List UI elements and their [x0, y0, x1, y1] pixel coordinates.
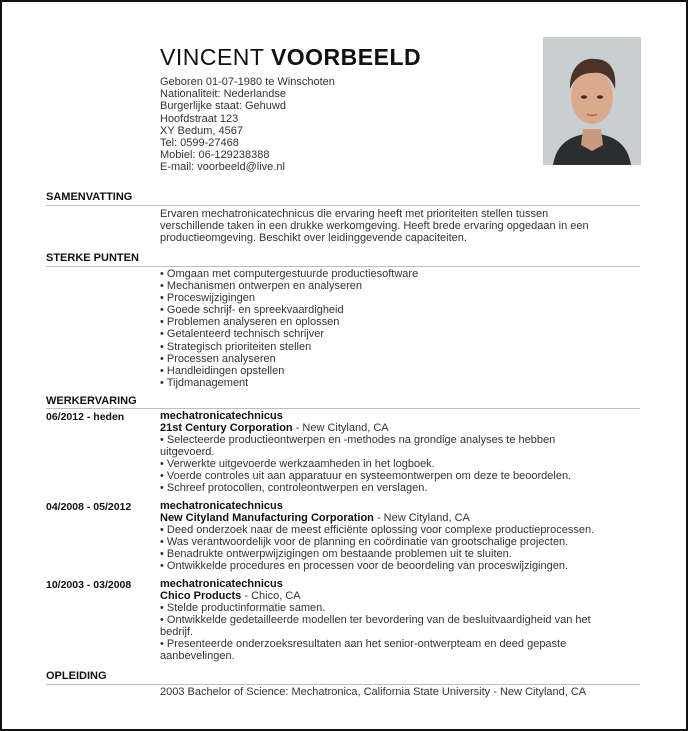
job-title: mechatronicatechnicus [160, 410, 283, 422]
strength-item: • Goede schrijf- en spreekvaardigheid [160, 304, 344, 317]
strength-item: • Strategisch prioriteiten stellen [160, 340, 312, 353]
candidate-name [160, 44, 421, 70]
experience-divider [46, 408, 640, 409]
job-entry [160, 500, 650, 572]
job-line: • Schreef protocollen, controleontwerpen en verslagen. [160, 482, 428, 494]
job-line: • Deed onderzoek naar de meest efficiënte oplossing voor complexe productieprocessen. [160, 524, 595, 536]
education-heading: OPLEIDING [46, 670, 107, 682]
job-title: mechatronicatechnicus [160, 578, 283, 590]
contact-email: E-mail: voorbeeld@live.nl [160, 161, 285, 174]
first-name: VINCENT [160, 44, 265, 70]
job-date: 04/2008 - 05/2012 [46, 501, 132, 513]
contact-street: Hoofdstraat 123 [160, 112, 239, 125]
summary-heading: SAMENVATTING [46, 191, 133, 203]
job-company: 21st Century Corporation [160, 422, 293, 434]
job-date: 10/2003 - 03/2008 [46, 579, 132, 591]
job-employer [160, 512, 650, 524]
job-line: • Ontwikkelde gedetailleerde modellen ter bevordering van de besluitvaardigheid van het [160, 614, 591, 626]
job-employer [160, 590, 650, 602]
resume-header [160, 44, 421, 174]
job-line: bedrijf. [160, 626, 194, 638]
summary-text [160, 208, 642, 245]
summary-line: verschillende taken in een drukke werkomgeving. Heeft brede ervaring opgedaan in een [160, 220, 589, 233]
job-employer [160, 422, 650, 434]
strength-item: • Tijdmanagement [160, 376, 249, 389]
job-location: - New Cityland, CA [373, 512, 470, 524]
strength-item: • Problemen analyseren en oplossen [160, 316, 340, 329]
contact-marital-status: Burgerlijke staat: Gehuwd [160, 100, 286, 113]
contact-nationality: Nationaliteit: Nederlandse [160, 88, 286, 101]
summary-line: productieomgeving. Beschikt over leidinggevende capaciteiten. [160, 232, 467, 245]
contact-birth: Geboren 01-07-1980 te Winschoten [160, 76, 335, 88]
job-line: • Benadrukte ontwerpwijzigingen om bestaande problemen uit te sluiten. [160, 548, 512, 560]
summary-line: Ervaren mechatronicatechnicus die ervaring heeft met prioriteiten stellen tussen [160, 208, 549, 220]
strength-item: • Processen analyseren [160, 352, 276, 365]
job-title: mechatronicatechnicus [160, 500, 283, 512]
profile-photo [543, 37, 641, 165]
job-company: Chico Products [160, 590, 242, 602]
job-entry [160, 578, 650, 662]
job-line: uitgevoerd. [160, 446, 215, 458]
strength-item: • Mechanismen ontwerpen en analyseren [160, 280, 362, 293]
job-location: - Chico, CA [241, 590, 301, 602]
strengths-list [160, 268, 642, 389]
job-line: • Stelde productinformatie samen. [160, 602, 326, 614]
education-line: 2003 Bachelor of Science: Mechatronica, California State University - New Cityland, CA [160, 686, 587, 698]
contact-phone: Tel: 0599-27468 [160, 137, 239, 150]
job-line: aanbevelingen. [160, 650, 235, 662]
job-line: • Ontwikkelde procedures en processen voor de beoordeling van proceswijzigingen. [160, 560, 569, 572]
strengths-heading: STERKE PUNTEN [46, 252, 139, 264]
strength-item: • Omgaan met computergestuurde productiesoftware [160, 268, 419, 280]
contact-mobile: Mobiel: 06-129238388 [160, 149, 270, 162]
experience-heading: WERKERVARING [46, 395, 137, 407]
job-company: New Cityland Manufacturing Corporation [160, 512, 374, 524]
job-line: • Verwerkte uitgevoerde werkzaamheden in het logboek. [160, 458, 435, 470]
strength-item: • Handleidingen opstellen [160, 364, 285, 377]
strength-item: • Proceswijzigingen [160, 292, 255, 305]
education-divider [46, 684, 640, 685]
job-line: • Presenteerde onderzoeksresultaten aan het senior-ontwerpteam en deed gepaste [160, 638, 567, 650]
contact-city: XY Bedum, 4567 [160, 124, 243, 137]
job-line: • Voerde controles uit aan apparatuur en systeemontwerpen om deze te beoordelen. [160, 470, 572, 482]
strengths-divider [46, 266, 640, 267]
strength-item: • Getalenteerd technisch schrijver [160, 328, 325, 341]
job-date: 06/2012 - heden [46, 411, 125, 423]
summary-divider [46, 205, 640, 206]
job-line: • Was verantwoordelijk voor de planning en coördinatie van grootschalige projecten. [160, 536, 569, 548]
job-entry [160, 410, 650, 494]
last-name: VOORBEELD [270, 44, 422, 70]
portrait-illustration [543, 37, 641, 165]
job-location: - New Cityland, CA [292, 422, 389, 434]
job-line: • Selecteerde productieontwerpen en -methodes na grondige analyses te hebben [160, 434, 556, 446]
